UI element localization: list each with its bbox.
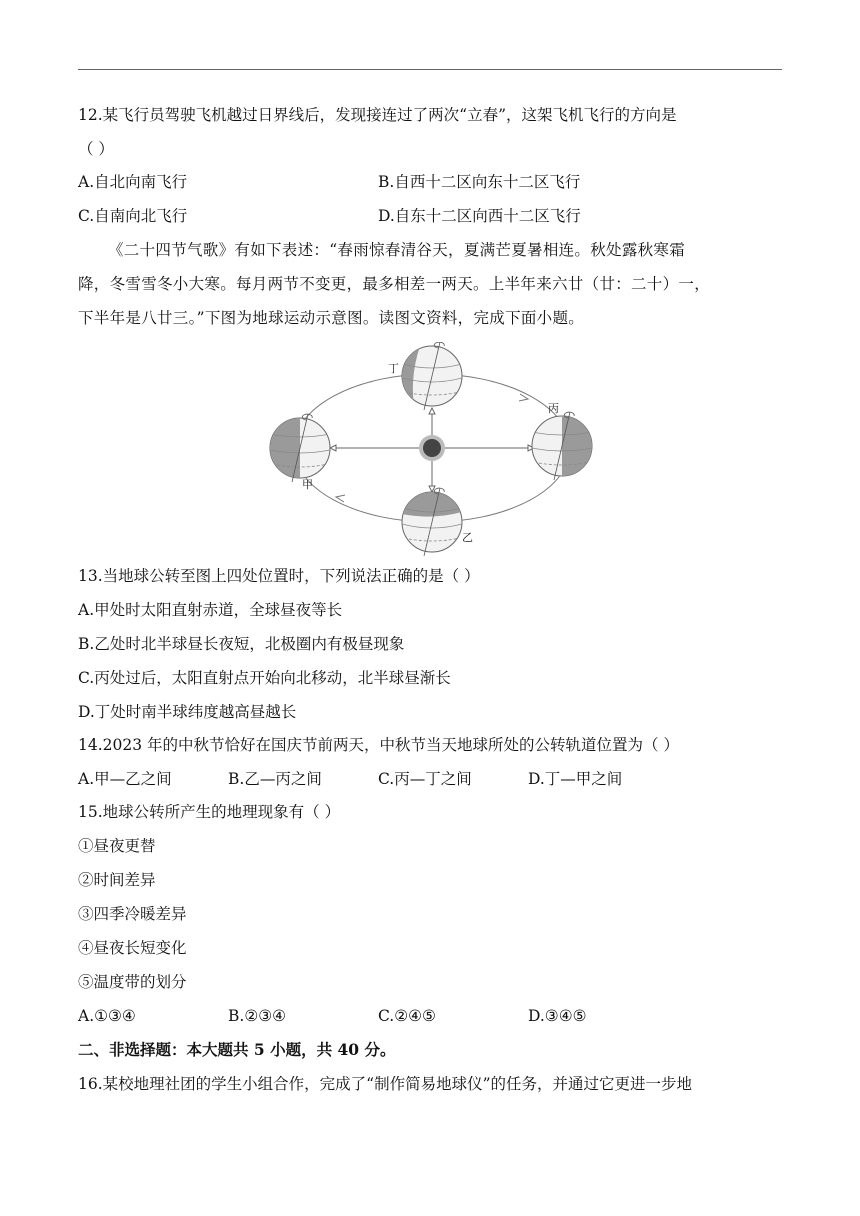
q12-stem: 12.某飞行员驾驶飞机越过日界线后，发现接连过了两次“立春”，这架飞机飞行的方向是 (78, 106, 677, 124)
q12-option-c: C.自南向北飞行 (78, 207, 188, 225)
q12-paren: （ ） (78, 140, 114, 158)
q15-option-a: A.①③④ (78, 1007, 136, 1025)
q14-option-b: B.乙—丙之间 (228, 770, 322, 788)
q13-stem: 13.当地球公转至图上四处位置时，下列说法正确的是（ ） (78, 567, 480, 585)
passage-line-2: 降，冬雪雪冬小大寒。每月两节不变更，最多相差一两天。上半年来六廿（廿：二十）一， (78, 275, 711, 293)
q13-option-a: A.甲处时太阳直射赤道，全球昼夜等长 (78, 601, 343, 619)
q15-option-d: D.③④⑤ (528, 1007, 587, 1025)
q12-option-b: B.自西十二区向东十二区飞行 (378, 173, 581, 191)
q14-option-d: D.丁—甲之间 (528, 770, 623, 788)
q14-option-c: C.丙—丁之间 (378, 770, 472, 788)
passage-line-3: 下半年是八廿三。”下图为地球运动示意图。读图文资料，完成下面小题。 (78, 309, 585, 327)
orbit-arrow (519, 394, 528, 401)
axis-arrow (330, 445, 336, 451)
globe-jia (270, 414, 330, 482)
section-2-heading: 二、非选择题：本大题共 5 小题，共 40 分。 (78, 1040, 396, 1059)
q15-option-c: C.②④⑤ (378, 1007, 436, 1025)
q14-stem: 14.2023 年的中秋节恰好在国庆节前两天，中秋节当天地球所处的公转轨道位置为（ ） (78, 736, 679, 754)
q15-stem: 15.地球公转所产生的地理现象有（ ） (78, 803, 341, 821)
orbit-arrow (336, 495, 345, 502)
sun-icon (419, 435, 445, 461)
label-bing: 丙 (548, 402, 559, 415)
axis-arrow (429, 408, 435, 414)
earth-revolution-figure (262, 342, 602, 556)
q15-item-5: ⑤温度带的划分 (78, 973, 187, 991)
q15-item-1: ①昼夜更替 (78, 837, 156, 855)
globe-ding (402, 342, 462, 410)
q15-item-4: ④昼夜长短变化 (78, 939, 187, 957)
globe-yi (402, 488, 462, 556)
q13-option-d: D.丁处时南半球纬度越高昼越长 (78, 703, 297, 721)
globe-bing (532, 412, 592, 480)
q15-item-3: ③四季冷暖差异 (78, 905, 187, 923)
q15-option-b: B.②③④ (228, 1007, 287, 1025)
q16-stem: 16.某校地理社团的学生小组合作，完成了“制作简易地球仪”的任务，并通过它更进一步地 (78, 1075, 693, 1093)
q12-option-d: D.自东十二区向西十二区飞行 (378, 207, 581, 225)
q12-option-a: A.自北向南飞行 (78, 173, 188, 191)
q13-option-c: C.丙处过后，太阳直射点开始向北移动，北半球昼渐长 (78, 669, 451, 687)
label-ding: 丁 (388, 362, 399, 375)
label-jia: 甲 (302, 478, 313, 491)
passage-line-1: 《二十四节气歌》有如下表述：“春雨惊春清谷天，夏满芒夏暑相连。秋处露秋寒霜 (108, 241, 686, 259)
q14-option-a: A.甲—乙之间 (78, 770, 172, 788)
header-rule (78, 69, 782, 70)
q15-item-2: ②时间差异 (78, 871, 156, 889)
label-yi: 乙 (462, 531, 473, 544)
q13-option-b: B.乙处时北半球昼长夜短，北极圈内有极昼现象 (78, 635, 405, 653)
